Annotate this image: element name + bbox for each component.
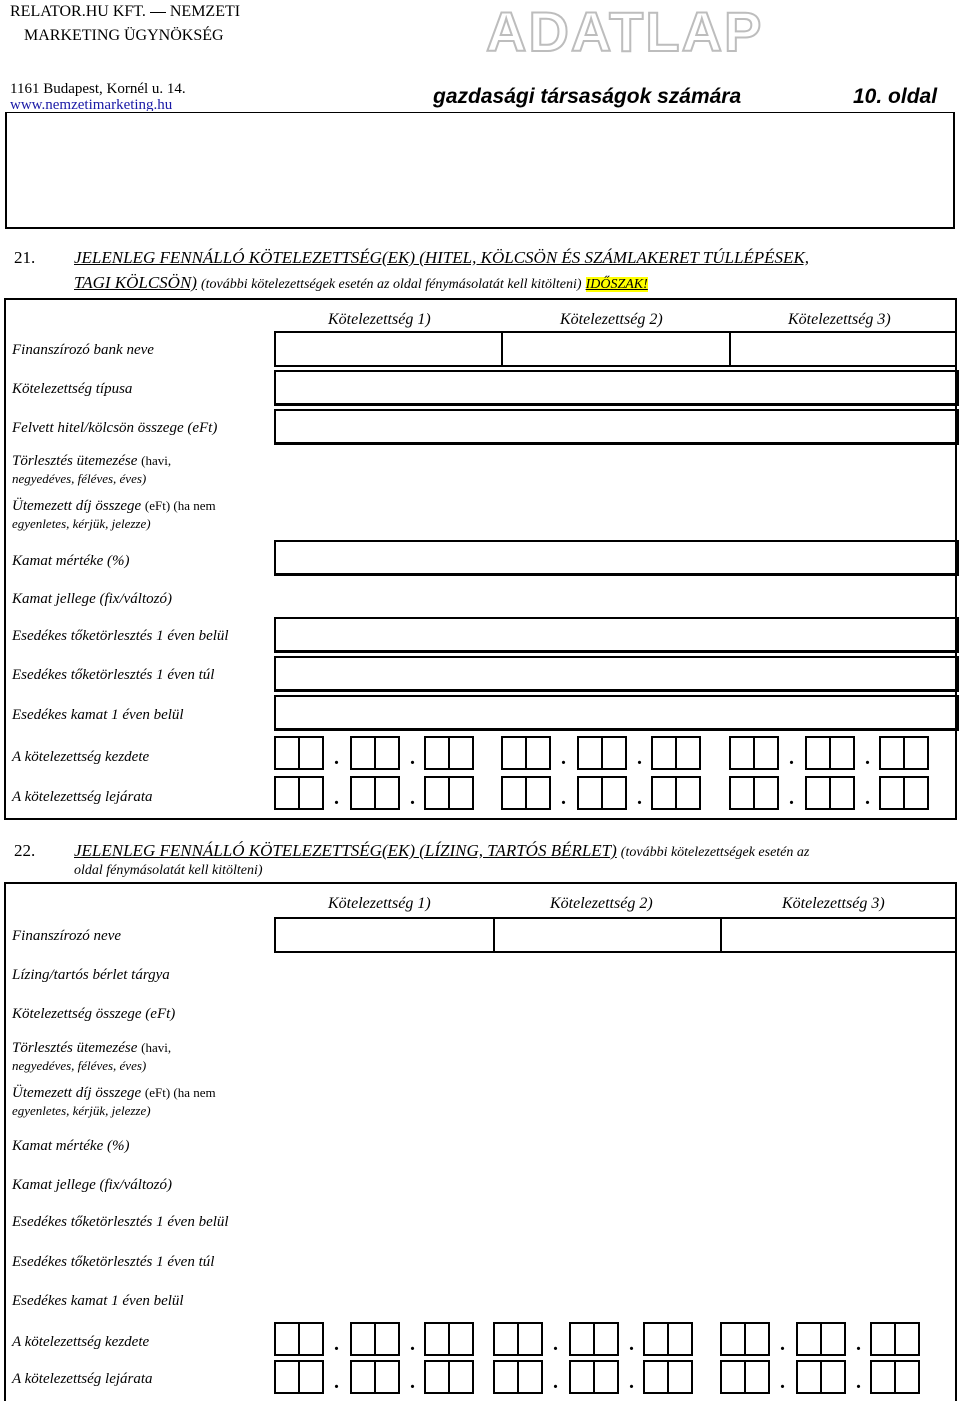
s22-financer-input-3[interactable]	[720, 917, 957, 953]
s22-end-date-separator: .	[629, 1371, 634, 1393]
s21-label-schedule-c: negyedéves, féléves, éves)	[12, 471, 147, 486]
s22-end-date-digit-box[interactable]	[820, 1360, 846, 1394]
s22-label-fee-b: (eFt) (ha nem	[144, 1085, 216, 1100]
s22-end-date-separator: .	[780, 1371, 785, 1393]
s21-start-date-digit-box[interactable]	[879, 736, 905, 770]
section-22-note2: oldal fénymásolatát kell kitölteni)	[74, 863, 263, 878]
s21-interest-due-input[interactable]	[274, 695, 959, 731]
s21-type-input[interactable]	[274, 370, 959, 406]
s21-bank-input-3[interactable]	[729, 331, 957, 367]
s22-start-date-digit-box[interactable]	[593, 1322, 619, 1356]
s22-end-date-separator: .	[553, 1371, 558, 1393]
s22-label-end-date: A kötelezettség lejárata	[12, 1371, 153, 1387]
s21-bank-input-2[interactable]	[501, 331, 731, 367]
s22-label-schedule-b: (havi,	[141, 1040, 172, 1055]
s21-bank-input-1[interactable]	[274, 331, 503, 367]
s22-start-date-digit-box[interactable]	[744, 1322, 770, 1356]
s22-start-date-digit-box[interactable]	[796, 1322, 822, 1356]
s22-label-principal-within: Esedékes tőketörlesztés 1 éven belül	[12, 1214, 229, 1230]
section-21-title-line2: TAGI KÖLCSÖN)	[74, 273, 197, 292]
s22-label-start-date: A kötelezettség kezdete	[12, 1334, 150, 1350]
s21-end-date-digit-box[interactable]	[729, 776, 755, 810]
s22-end-date-digit-box[interactable]	[350, 1360, 376, 1394]
s21-label-fee-a: Ütemezett díj összege	[12, 498, 142, 514]
s21-start-date-digit-box[interactable]	[601, 736, 627, 770]
s21-start-date-separator: .	[865, 747, 870, 769]
s22-start-date-digit-box[interactable]	[298, 1322, 324, 1356]
s21-col-3-header: Kötelezettség 3)	[788, 311, 891, 328]
s21-start-date-digit-box[interactable]	[903, 736, 929, 770]
s22-label-financer: Finanszírozó neve	[12, 928, 122, 944]
s22-label-interest-type: Kamat jellege (fix/változó)	[12, 1177, 172, 1193]
s21-start-date-digit-box[interactable]	[424, 736, 450, 770]
s21-end-date-digit-box[interactable]	[577, 776, 603, 810]
s22-end-date-digit-box[interactable]	[298, 1360, 324, 1394]
s22-start-date-digit-box[interactable]	[274, 1322, 300, 1356]
s21-label-bank: Finanszírozó bank neve	[12, 342, 154, 358]
adatlap-logo: ADATLAP	[486, 0, 764, 63]
s22-col-1-header: Kötelezettség 1)	[328, 895, 431, 912]
s22-start-date-digit-box[interactable]	[350, 1322, 376, 1356]
s22-start-date-digit-box[interactable]	[517, 1322, 543, 1356]
s21-end-date-digit-box[interactable]	[298, 776, 324, 810]
s22-label-schedule-c: negyedéves, féléves, éves)	[12, 1058, 147, 1073]
s22-label-interest-rate: Kamat mértéke (%)	[12, 1138, 130, 1154]
s21-end-date-digit-box[interactable]	[424, 776, 450, 810]
s21-end-date-digit-box[interactable]	[651, 776, 677, 810]
s21-end-date-digit-box[interactable]	[903, 776, 929, 810]
s21-start-date-digit-box[interactable]	[501, 736, 527, 770]
s22-label-fee	[12, 1084, 216, 1120]
s22-label-fee-c: egyenletes, kérjük, jelezze)	[12, 1103, 151, 1118]
s21-label-principal-beyond: Esedékes tőketörlesztés 1 éven túl	[12, 667, 215, 683]
s22-label-fee-a: Ütemezett díj összege	[12, 1085, 142, 1101]
s22-start-date-digit-box[interactable]	[643, 1322, 669, 1356]
s21-label-schedule-a: Törlesztés ütemezése	[12, 453, 138, 469]
s22-start-date-digit-box[interactable]	[374, 1322, 400, 1356]
s21-start-date-digit-box[interactable]	[675, 736, 701, 770]
s21-start-date-digit-box[interactable]	[651, 736, 677, 770]
s21-end-date-digit-box[interactable]	[675, 776, 701, 810]
s21-label-interest-type: Kamat jellege (fix/változó)	[12, 591, 172, 607]
s21-interest-rate-input[interactable]	[274, 540, 959, 576]
s22-end-date-digit-box[interactable]	[593, 1360, 619, 1394]
s21-start-date-digit-box[interactable]	[753, 736, 779, 770]
s21-principal-within-input[interactable]	[274, 617, 959, 653]
s22-end-date-fields	[0, 1358, 960, 1398]
s21-end-date-separator: .	[334, 787, 339, 809]
s21-start-date-separator: .	[637, 747, 642, 769]
s22-start-date-digit-box[interactable]	[820, 1322, 846, 1356]
s22-label-subject: Lízing/tartós bérlet tárgya	[12, 967, 170, 983]
s22-label-principal-beyond: Esedékes tőketörlesztés 1 éven túl	[12, 1254, 215, 1270]
s22-end-date-separator: .	[856, 1371, 861, 1393]
s22-end-date-digit-box[interactable]	[448, 1360, 474, 1394]
section-21-title-line2-wrap	[74, 272, 648, 295]
s22-label-interest-due: Esedékes kamat 1 éven belül	[12, 1293, 184, 1309]
s21-end-date-digit-box[interactable]	[879, 776, 905, 810]
s22-start-date-digit-box[interactable]	[424, 1322, 450, 1356]
s22-start-date-digit-box[interactable]	[569, 1322, 595, 1356]
s22-start-date-digit-box[interactable]	[870, 1322, 896, 1356]
s21-end-date-digit-box[interactable]	[374, 776, 400, 810]
s21-col-1-header: Kötelezettség 1)	[328, 311, 431, 328]
s21-label-type: Kötelezettség típusa	[12, 381, 133, 397]
s21-end-date-separator: .	[637, 787, 642, 809]
s22-start-date-digit-box[interactable]	[667, 1322, 693, 1356]
s21-end-date-separator: .	[410, 787, 415, 809]
s21-start-date-digit-box[interactable]	[274, 736, 300, 770]
company-name	[10, 0, 240, 48]
company-name-line1: RELATOR.HU KFT.	[10, 3, 146, 20]
s21-label-schedule-b: (havi,	[141, 453, 172, 468]
s21-start-date-digit-box[interactable]	[448, 736, 474, 770]
s22-start-date-separator: .	[553, 1333, 558, 1355]
s21-end-date-digit-box[interactable]	[829, 776, 855, 810]
s21-end-date-separator: .	[789, 787, 794, 809]
s21-end-date-digit-box[interactable]	[805, 776, 831, 810]
s21-label-principal-within: Esedékes tőketörlesztés 1 éven belül	[12, 628, 229, 644]
s21-start-date-digit-box[interactable]	[729, 736, 755, 770]
s21-start-date-separator: .	[561, 747, 566, 769]
s21-start-date-separator: .	[334, 747, 339, 769]
s22-end-date-separator: .	[410, 1371, 415, 1393]
s21-end-date-digit-box[interactable]	[448, 776, 474, 810]
s21-label-schedule	[12, 452, 171, 488]
s21-end-date-digit-box[interactable]	[601, 776, 627, 810]
section-22-number: 22.	[14, 841, 36, 860]
s22-end-date-digit-box[interactable]	[374, 1360, 400, 1394]
section-22-title: JELENLEG FENNÁLLÓ KÖTELEZETTSÉG(EK) (LÍZING, TARTÓS BÉRLET)	[74, 841, 617, 860]
section-21-title-line1: JELENLEG FENNÁLLÓ KÖTELEZETTSÉG(EK) (HITEL, KÖLCSÖN ÉS SZÁMLAKERET TÚLLÉPÉSEK,	[74, 248, 810, 267]
s22-end-date-digit-box[interactable]	[667, 1360, 693, 1394]
s22-end-date-digit-box[interactable]	[894, 1360, 920, 1394]
s21-end-date-digit-box[interactable]	[753, 776, 779, 810]
s21-col-2-header: Kötelezettség 2)	[560, 311, 663, 328]
company-address: 1161 Budapest, Kornél u. 14.	[10, 81, 186, 97]
s21-start-date-digit-box[interactable]	[350, 736, 376, 770]
s22-end-date-digit-box[interactable]	[569, 1360, 595, 1394]
s21-label-fee	[12, 497, 216, 533]
form-subtitle: gazdasági társaságok számára	[433, 85, 742, 108]
s21-end-date-separator: .	[561, 787, 566, 809]
s22-start-date-digit-box[interactable]	[720, 1322, 746, 1356]
s21-end-date-separator: .	[865, 787, 870, 809]
s22-label-amount: Kötelezettség összege (eFt)	[12, 1006, 176, 1022]
s21-end-date-digit-box[interactable]	[274, 776, 300, 810]
s21-start-date-digit-box[interactable]	[525, 736, 551, 770]
s21-label-start-date: A kötelezettség kezdete	[12, 749, 150, 765]
s21-end-date-fields	[0, 774, 960, 814]
s22-start-date-digit-box[interactable]	[493, 1322, 519, 1356]
s22-end-date-digit-box[interactable]	[493, 1360, 519, 1394]
s21-start-date-digit-box[interactable]	[374, 736, 400, 770]
section-21-highlight: IDŐSZAK!	[585, 277, 648, 292]
s21-start-date-digit-box[interactable]	[829, 736, 855, 770]
s22-start-date-separator: .	[410, 1333, 415, 1355]
s21-start-date-digit-box[interactable]	[577, 736, 603, 770]
company-name-line1b: NEMZETI	[169, 3, 241, 20]
notes-box	[5, 112, 955, 229]
s22-label-schedule-a: Törlesztés ütemezése	[12, 1040, 138, 1056]
s22-col-2-header: Kötelezettség 2)	[550, 895, 653, 912]
s22-end-date-digit-box[interactable]	[643, 1360, 669, 1394]
s22-start-date-digit-box[interactable]	[894, 1322, 920, 1356]
s21-amount-input[interactable]	[274, 409, 959, 445]
s21-label-interest-rate: Kamat mértéke (%)	[12, 553, 130, 569]
section-22-note1: (további kötelezettségek esetén az	[620, 845, 810, 860]
s22-end-date-digit-box[interactable]	[274, 1360, 300, 1394]
s22-start-date-digit-box[interactable]	[448, 1322, 474, 1356]
s21-start-date-separator: .	[410, 747, 415, 769]
s22-end-date-digit-box[interactable]	[517, 1360, 543, 1394]
s22-end-date-digit-box[interactable]	[796, 1360, 822, 1394]
s22-start-date-fields	[0, 1320, 960, 1360]
s21-end-date-digit-box[interactable]	[350, 776, 376, 810]
s21-end-date-digit-box[interactable]	[525, 776, 551, 810]
s22-start-date-separator: .	[629, 1333, 634, 1355]
s21-label-fee-c: egyenletes, kérjük, jelezze)	[12, 516, 151, 531]
s21-principal-beyond-input[interactable]	[274, 656, 959, 692]
s22-end-date-digit-box[interactable]	[744, 1360, 770, 1394]
company-name-line2: MARKETING ÜGYNÖKSÉG	[24, 27, 224, 44]
s22-financer-input-2[interactable]	[493, 917, 722, 953]
s22-end-date-separator: .	[334, 1371, 339, 1393]
s22-financer-input-1[interactable]	[274, 917, 495, 953]
s21-label-fee-b: (eFt) (ha nem	[144, 498, 216, 513]
s21-label-amount: Felvett hitel/kölcsön összege (eFt)	[12, 420, 218, 436]
s22-end-date-digit-box[interactable]	[720, 1360, 746, 1394]
s21-start-date-fields	[0, 734, 960, 774]
s22-end-date-digit-box[interactable]	[870, 1360, 896, 1394]
s21-label-interest-due: Esedékes kamat 1 éven belül	[12, 707, 184, 723]
s21-end-date-digit-box[interactable]	[501, 776, 527, 810]
section-21-number: 21.	[14, 248, 36, 267]
section-22-title-wrap	[74, 840, 809, 863]
s21-start-date-separator: .	[789, 747, 794, 769]
s22-label-schedule	[12, 1039, 171, 1075]
s22-start-date-separator: .	[780, 1333, 785, 1355]
s21-label-end-date: A kötelezettség lejárata	[12, 789, 153, 805]
dash-separator	[150, 12, 166, 13]
company-website-link[interactable]: www.nemzetimarketing.hu	[10, 97, 173, 111]
s22-end-date-digit-box[interactable]	[424, 1360, 450, 1394]
page-number: 10. oldal	[853, 85, 938, 108]
s22-start-date-separator: .	[334, 1333, 339, 1355]
s21-start-date-digit-box[interactable]	[298, 736, 324, 770]
section-21-note: (további kötelezettségek esetén az oldal fénymásolatát kell kitölteni)	[200, 277, 582, 292]
s22-start-date-separator: .	[856, 1333, 861, 1355]
s22-col-3-header: Kötelezettség 3)	[782, 895, 885, 912]
s21-start-date-digit-box[interactable]	[805, 736, 831, 770]
